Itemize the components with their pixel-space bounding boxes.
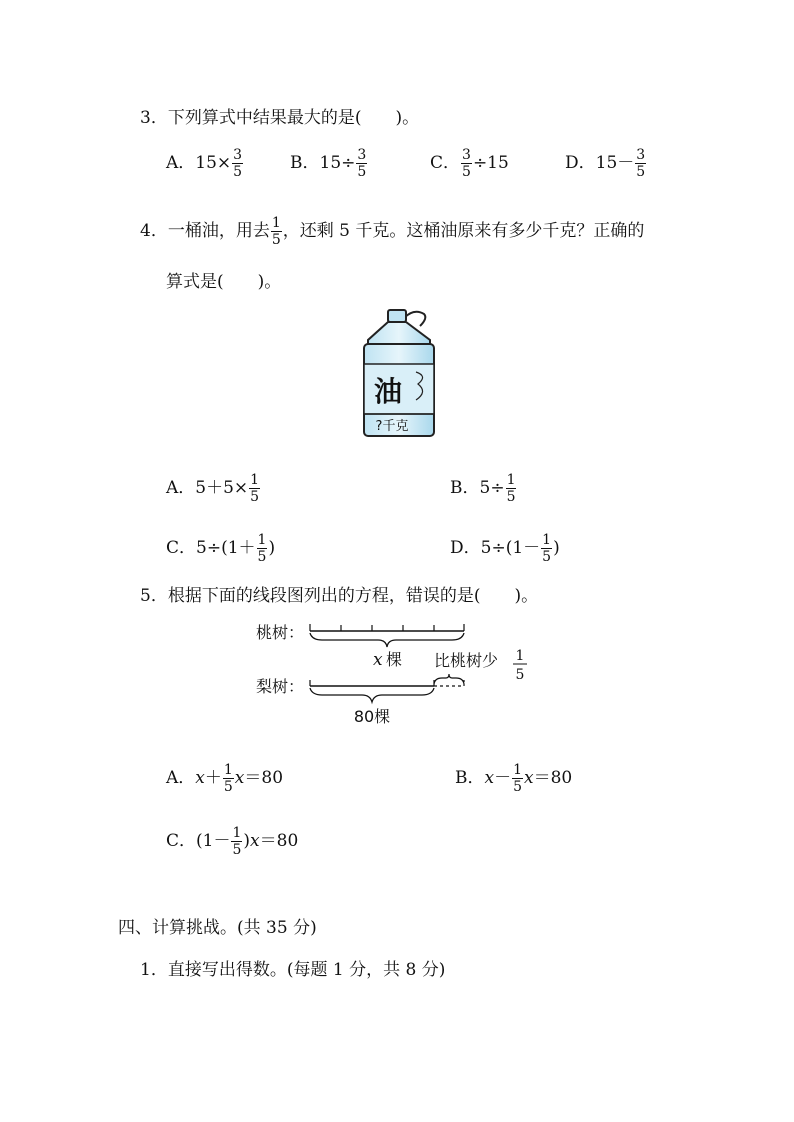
option-expr: 15× [195,153,232,173]
option-label: B． [450,478,480,498]
compare-frac-num: 1 [515,648,525,664]
bottle-big-label: 油 [373,375,403,408]
variable-x: x [524,768,534,788]
section-question-1: 1．直接写出得数。(每题 1 分，共 8 分) [140,960,446,980]
fraction-denominator: 5 [506,489,516,505]
fraction [461,148,472,179]
fraction-denominator: 5 [462,164,471,180]
fraction [541,533,552,564]
fraction-numerator: 1 [257,532,267,548]
q3-option-c [430,148,509,179]
variable-x: x [234,768,245,788]
option-expr: 5÷(1－ [480,538,541,558]
line-segment-diagram [250,618,540,733]
q4-stem-part1: 4．一桶油，用去 [140,221,270,241]
q5-option-b [455,763,572,794]
option-expr-close: ) [243,831,251,851]
variable-x: x [195,768,205,788]
option-label: D． [565,153,596,173]
fraction-numerator: 1 [271,215,281,231]
fraction-denominator: 5 [513,779,523,795]
pear-brace [310,688,434,702]
option-expr-close: ) [553,538,560,558]
equation-rhs: ＝80 [533,768,573,788]
option-label: C． [166,831,197,851]
q3-option-b [290,148,368,179]
option-label: A． [166,768,196,788]
option-label: D． [450,538,481,558]
operator: － [494,768,512,788]
peach-x: x [373,650,383,670]
compare-brace [434,674,464,684]
fraction-denominator: 5 [223,779,233,795]
fraction-denominator: 5 [250,489,260,505]
fraction [232,148,243,179]
option-label: A． [166,153,196,173]
option-expr-close: ) [268,538,276,558]
q4-option-a [166,473,261,504]
fraction [271,216,282,247]
fraction [257,533,268,564]
option-expr: ÷15 [472,153,509,173]
fraction-numerator: 3 [233,147,243,163]
compare-frac-den: 5 [515,667,525,683]
fraction-denominator: 5 [232,842,242,858]
fraction-denominator: 5 [636,164,646,180]
section-heading: 四、计算挑战。(共 35 分) [118,918,317,938]
q3-stem: 3．下列算式中结果最大的是( )。 [140,108,420,128]
q4-option-d [450,533,560,564]
fraction-numerator: 1 [223,762,233,778]
fraction-denominator: 5 [542,549,552,565]
q3-option-a [166,148,244,179]
peach-ticks [310,624,464,631]
option-label: B． [455,768,485,788]
fraction-denominator: 5 [271,232,281,248]
bottle-small-label: ?千克 [375,419,409,434]
oil-bottle-image [358,306,440,440]
peach-unit: 棵 [386,650,403,669]
fraction-denominator: 5 [357,164,367,180]
q5-option-c [166,826,298,857]
pear-tree-label: 梨树： [256,677,305,696]
q5-stem: 5．根据下面的线段图列出的方程，错误的是( )。 [140,586,539,606]
fraction [635,148,646,179]
fraction [356,148,367,179]
q4-stem-line2: 算式是( )。 [166,272,282,292]
option-label: C． [166,538,197,558]
q4-stem-part2: ，还剩 5 千克。这桶油原来有多少千克？正确的 [282,221,645,241]
equation-rhs: ＝80 [259,831,299,851]
q4-option-b [450,473,517,504]
q3-option-d [565,148,647,179]
option-expr: (1－ [196,831,231,851]
equation-rhs: ＝80 [244,768,284,788]
q4-option-c [166,533,275,564]
fraction [223,763,234,794]
fraction-denominator: 5 [233,164,243,180]
pear-count: 80棵 [353,707,391,726]
variable-x: x [250,831,260,851]
q4-stem [140,216,644,247]
fraction-numerator: 3 [636,147,646,163]
q5-option-a [166,763,283,794]
option-expr: 15÷ [319,153,356,173]
fraction [506,473,517,504]
fraction-numerator: 1 [506,472,516,488]
option-label: A． [166,478,196,498]
peach-tree-label: 桃树： [256,623,305,642]
fraction [231,826,242,857]
fraction-numerator: 1 [513,762,523,778]
compare-text: 比桃树少 [434,651,499,670]
fraction-numerator: 1 [232,825,242,841]
fraction-numerator: 3 [462,147,471,163]
variable-x: x [484,768,495,788]
option-expr: 15－ [595,153,635,173]
operator: ＋ [204,768,222,788]
fraction [249,473,260,504]
fraction-numerator: 3 [357,147,367,163]
fraction [512,763,523,794]
option-label: B． [290,153,320,173]
option-expr: 5÷(1＋ [196,538,256,558]
fraction-denominator: 5 [257,549,267,565]
peach-brace [310,633,464,647]
option-expr: 5÷ [479,478,505,498]
option-expr: 5＋5× [195,478,249,498]
fraction-numerator: 1 [250,472,260,488]
fraction-numerator: 1 [542,532,552,548]
option-label: C． [430,153,461,173]
